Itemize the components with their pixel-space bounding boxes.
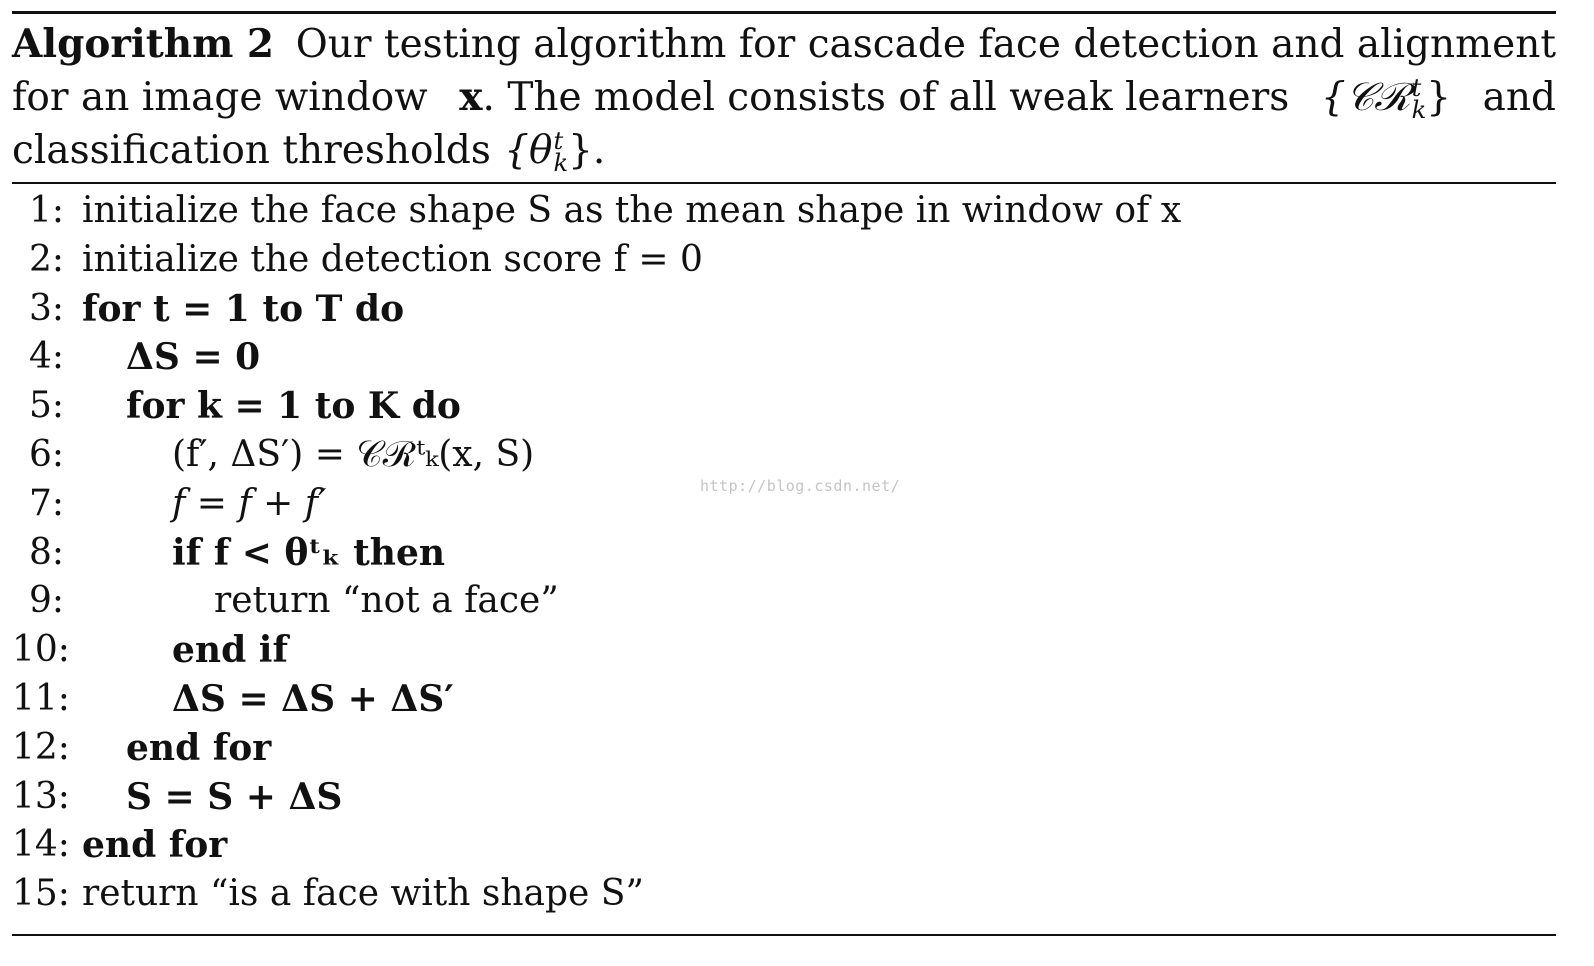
caption-weak-learners-set: {𝒞ℛ t k }: [1320, 74, 1452, 124]
step-text: ΔS = 0: [126, 336, 261, 379]
step-number: 15:: [12, 873, 70, 915]
step-13: [12, 773, 1556, 822]
step-10: [12, 626, 1556, 675]
step-text: initialize the detection score f = 0: [82, 238, 703, 280]
step-number: 2:: [28, 238, 64, 280]
caption-text-1: Our testing algorithm for cascade face detection and alignment: [295, 22, 1556, 67]
step-number: 13:: [12, 775, 70, 817]
step-9: [12, 577, 1556, 626]
caption-text-2-prefix: for an image window: [12, 75, 428, 120]
step-8: [12, 529, 1556, 578]
step-number: 5:: [28, 385, 64, 427]
step-number: 8:: [28, 531, 64, 573]
step-number: 4:: [28, 336, 64, 378]
step-number: 1:: [28, 190, 64, 231]
step-1: [12, 187, 1556, 236]
step-number: 14:: [12, 824, 70, 866]
step-14: [12, 821, 1556, 870]
step-text: initialize the face shape S as the mean shape in window of x: [82, 190, 1182, 231]
step-3: [12, 285, 1556, 334]
step-text: end for: [82, 824, 228, 867]
step-text: S = S + ΔS: [126, 775, 343, 818]
step-text: end if: [172, 629, 288, 672]
caption-text-2-end: and: [1482, 75, 1556, 120]
step-text: return “not a face”: [214, 580, 559, 622]
caption-line-1: [12, 18, 1556, 71]
caption-text-3-prefix: classification thresholds: [12, 128, 491, 173]
step-6: [12, 431, 1556, 480]
step-5: [12, 382, 1556, 431]
step-text: for t = 1 to T do: [82, 287, 405, 330]
algorithm-label: Algorithm 2: [12, 21, 275, 67]
bottom-rule: [12, 934, 1556, 936]
step-number: 9:: [28, 580, 64, 622]
step-text: if f < θᵗₖ then: [172, 531, 446, 574]
step-15: [12, 870, 1556, 919]
watermark-url: http://blog.csdn.net/: [700, 477, 901, 495]
algorithm-caption: [12, 18, 1556, 177]
caption-line-3: [12, 124, 1556, 177]
step-text: end for: [126, 726, 272, 769]
caption-rule: [12, 182, 1556, 184]
caption-var-x: x. The model consists of all weak learners: [459, 74, 1290, 120]
caption-weak-learners-indices: t k: [1411, 74, 1427, 124]
step-11: [12, 675, 1556, 724]
step-text: return “is a face with shape S”: [82, 873, 644, 915]
step-text: for k = 1 to K do: [126, 385, 461, 428]
step-text: ΔS = ΔS + ΔS′: [172, 677, 454, 720]
step-number: 6:: [28, 433, 64, 475]
step-12: [12, 724, 1556, 773]
step-2: [12, 236, 1556, 285]
caption-line-2: [12, 71, 1556, 124]
algorithm-box: [12, 6, 1556, 952]
caption-thresholds-indices: t k: [553, 127, 569, 177]
step-text: f = f + f′: [172, 482, 327, 524]
step-number: 10:: [12, 629, 70, 671]
step-text: (f′, ΔS′) = 𝒞ℛᵗₖ(x, S): [172, 433, 535, 475]
step-number: 12:: [12, 726, 70, 768]
top-rule: [12, 11, 1556, 14]
algorithm-steps: [12, 187, 1556, 919]
step-number: 7:: [28, 482, 64, 524]
step-4: [12, 333, 1556, 382]
step-number: 3:: [28, 287, 64, 329]
caption-thresholds-set: {θ t k }.: [504, 127, 606, 177]
step-number: 11:: [12, 677, 70, 719]
